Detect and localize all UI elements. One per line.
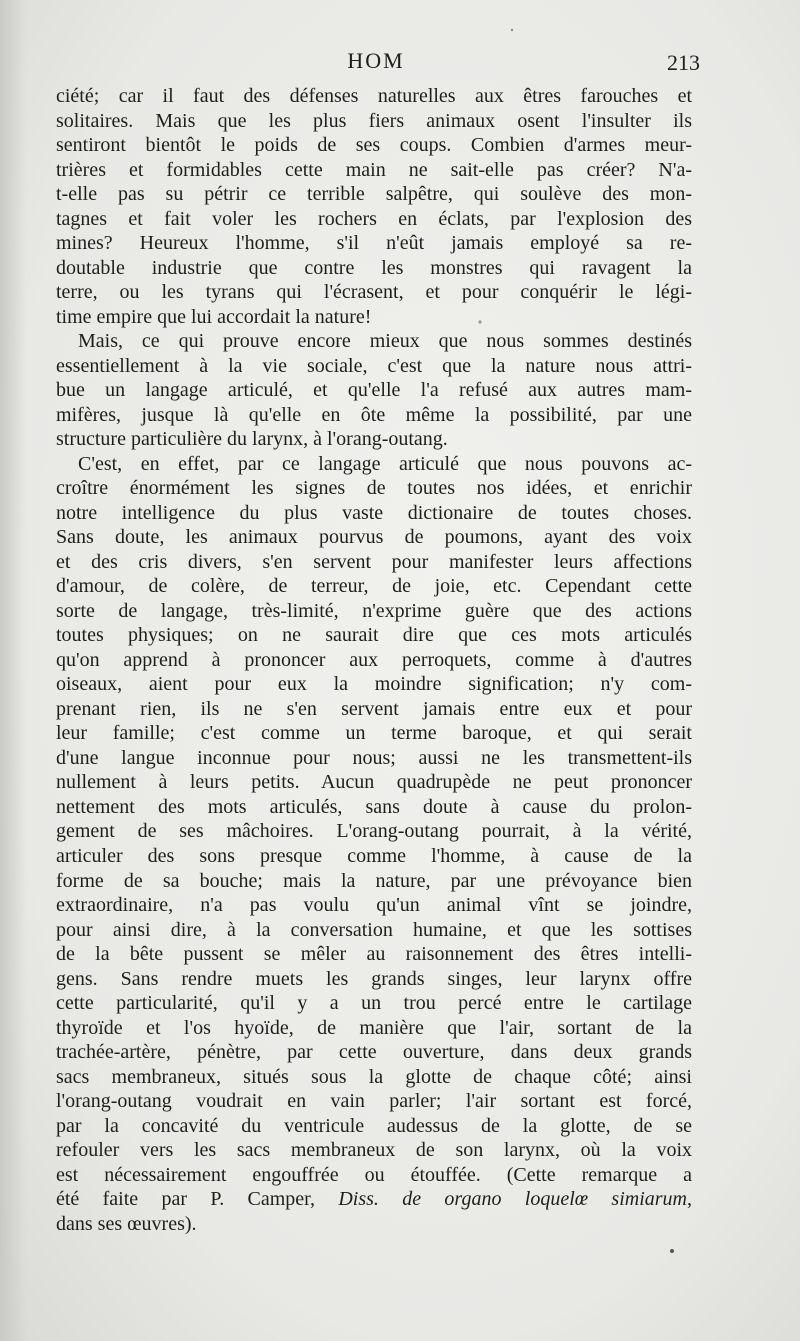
running-title: HOM (347, 48, 405, 73)
citation-title: Diss. de organo loquelœ simiarum (338, 1188, 687, 1211)
citation-prefix: été faite par P. Camper, (56, 1188, 339, 1211)
text-line: essentiellement à la vie sociale, c'est que la nature nous attri- (56, 354, 692, 377)
text-line: oiseaux, aient pour eux la moindre signification; n'y com- (56, 673, 692, 696)
text-line: nullement à leurs petits. Aucun quadrupède ne peut prononcer (56, 771, 692, 794)
text-line: solitaires. Mais que les plus fiers animaux osent l'insulter ils (56, 109, 692, 132)
text-line: leur famille; c'est comme un terme baroque, et qui serait (56, 722, 692, 745)
text-line: gement de ses mâchoires. L'orang-outang pourrait, à la vérité, (56, 820, 692, 843)
running-head (56, 48, 700, 76)
text-line: gens. Sans rendre muets les grands singes, leur larynx offre (56, 967, 692, 990)
text-line: articuler des sons presque comme l'homme, à cause de la (56, 844, 692, 867)
text-line: refouler vers les sacs membraneux de son larynx, où la voix (56, 1139, 692, 1162)
text-line: ciété; car il faut des défenses naturelles aux êtres farouches et (56, 85, 692, 107)
text-line: de la bête pussent se mêler au raisonnement des êtres intelli- (56, 943, 692, 966)
text-line: notre intelligence du plus vaste dictionaire de toutes choses. (56, 501, 692, 524)
text-line: croître énormément les signes de toutes nos idées, et enrichir (56, 477, 692, 500)
text-line: et des cris divers, s'en servent pour manifester leurs affections (56, 550, 692, 573)
text-line: sacs membraneux, situés sous la glotte de chaque côté; ainsi (56, 1065, 692, 1088)
text-line: trières et formidables cette main ne sait-elle pas créer? N'a- (56, 158, 692, 181)
text-line: toutes physiques; on ne saurait dire que ces mots articulés (56, 624, 692, 647)
text-line: est nécessairement engouffrée ou étouffée. (Cette remarque a (56, 1163, 692, 1186)
text-line: par la concavité du ventricule audessus de la glotte, de se (56, 1114, 692, 1137)
page-number: 213 (667, 50, 700, 75)
text-line: pour ainsi dire, à la conversation humaine, et que les sottises (56, 918, 692, 941)
citation-suffix: , (687, 1188, 692, 1211)
text-line: mines? Heureux l'homme, s'il n'eût jamais employé sa re- (56, 232, 692, 255)
paragraph-start-line: C'est, en effet, par ce langage articulé que nous pouvons ac- (78, 452, 692, 475)
text-line: nettement des mots articulés, sans doute à cause du prolon- (56, 795, 692, 818)
text-line: trachée-artère, pénètre, par cette ouverture, dans deux grands (56, 1041, 692, 1064)
text-line: bue un langage articulé, et qu'elle l'a refusé aux autres mam- (56, 379, 692, 402)
text-line: Sans doute, les animaux pourvus de poumons, ayant des voix (56, 526, 692, 549)
text-line-with-citation (56, 1187, 692, 1212)
text-line: structure particulière du larynx, à l'orang-outang. (56, 428, 448, 451)
text-line: cette particularité, qu'il y a un trou percé entre le cartilage (56, 992, 692, 1015)
text-line: prenant rien, ils ne s'en servent jamais entre eux et pour (56, 697, 692, 720)
text-line: d'une langue inconnue pour nous; aussi ne les transmettent-ils (56, 746, 692, 769)
text-line: mifères, jusque là qu'elle en ôte même la possibilité, par une (56, 403, 692, 426)
text-line: doutable industrie que contre les monstres qui ravagent la (56, 256, 692, 279)
body-text (56, 84, 692, 1236)
paragraph-start-line: Mais, ce qui prouve encore mieux que nous sommes destinés (78, 330, 692, 353)
text-line: tagnes et fait voler les rochers en éclats, par l'explosion des (56, 207, 692, 230)
text-line: sentiront bientôt le poids de ses coups. Combien d'armes meur- (56, 134, 692, 157)
text-line: t-elle pas su pétrir ce terrible salpêtre, qui soulève des mon- (56, 183, 692, 206)
text-line: l'orang-outang voudrait en vain parler; l'air sortant est forcé, (56, 1090, 692, 1113)
text-line: d'amour, de colère, de terreur, de joie, etc. Cependant cette (56, 575, 692, 598)
text-line: thyroïde et l'os hyoïde, de manière que l'air, sortant de la (56, 1016, 692, 1039)
page-gutter-shadow (0, 0, 26, 1341)
text-line: dans ses œuvres). (56, 1212, 197, 1235)
text-line: time empire que lui accordait la nature! (56, 305, 372, 328)
text-line: forme de sa bouche; mais la nature, par une prévoyance bien (56, 869, 692, 892)
text-line: sorte de langage, très-limité, n'exprime guère que des actions (56, 599, 692, 622)
text-line: qu'on apprend à prononcer aux perroquets, comme à d'autres (56, 648, 692, 671)
text-line: terre, ou les tyrans qui l'écrasent, et pour conquérir le légi- (56, 281, 692, 304)
text-line: extraordinaire, n'a pas voulu qu'un animal vînt se joindre, (56, 894, 692, 917)
